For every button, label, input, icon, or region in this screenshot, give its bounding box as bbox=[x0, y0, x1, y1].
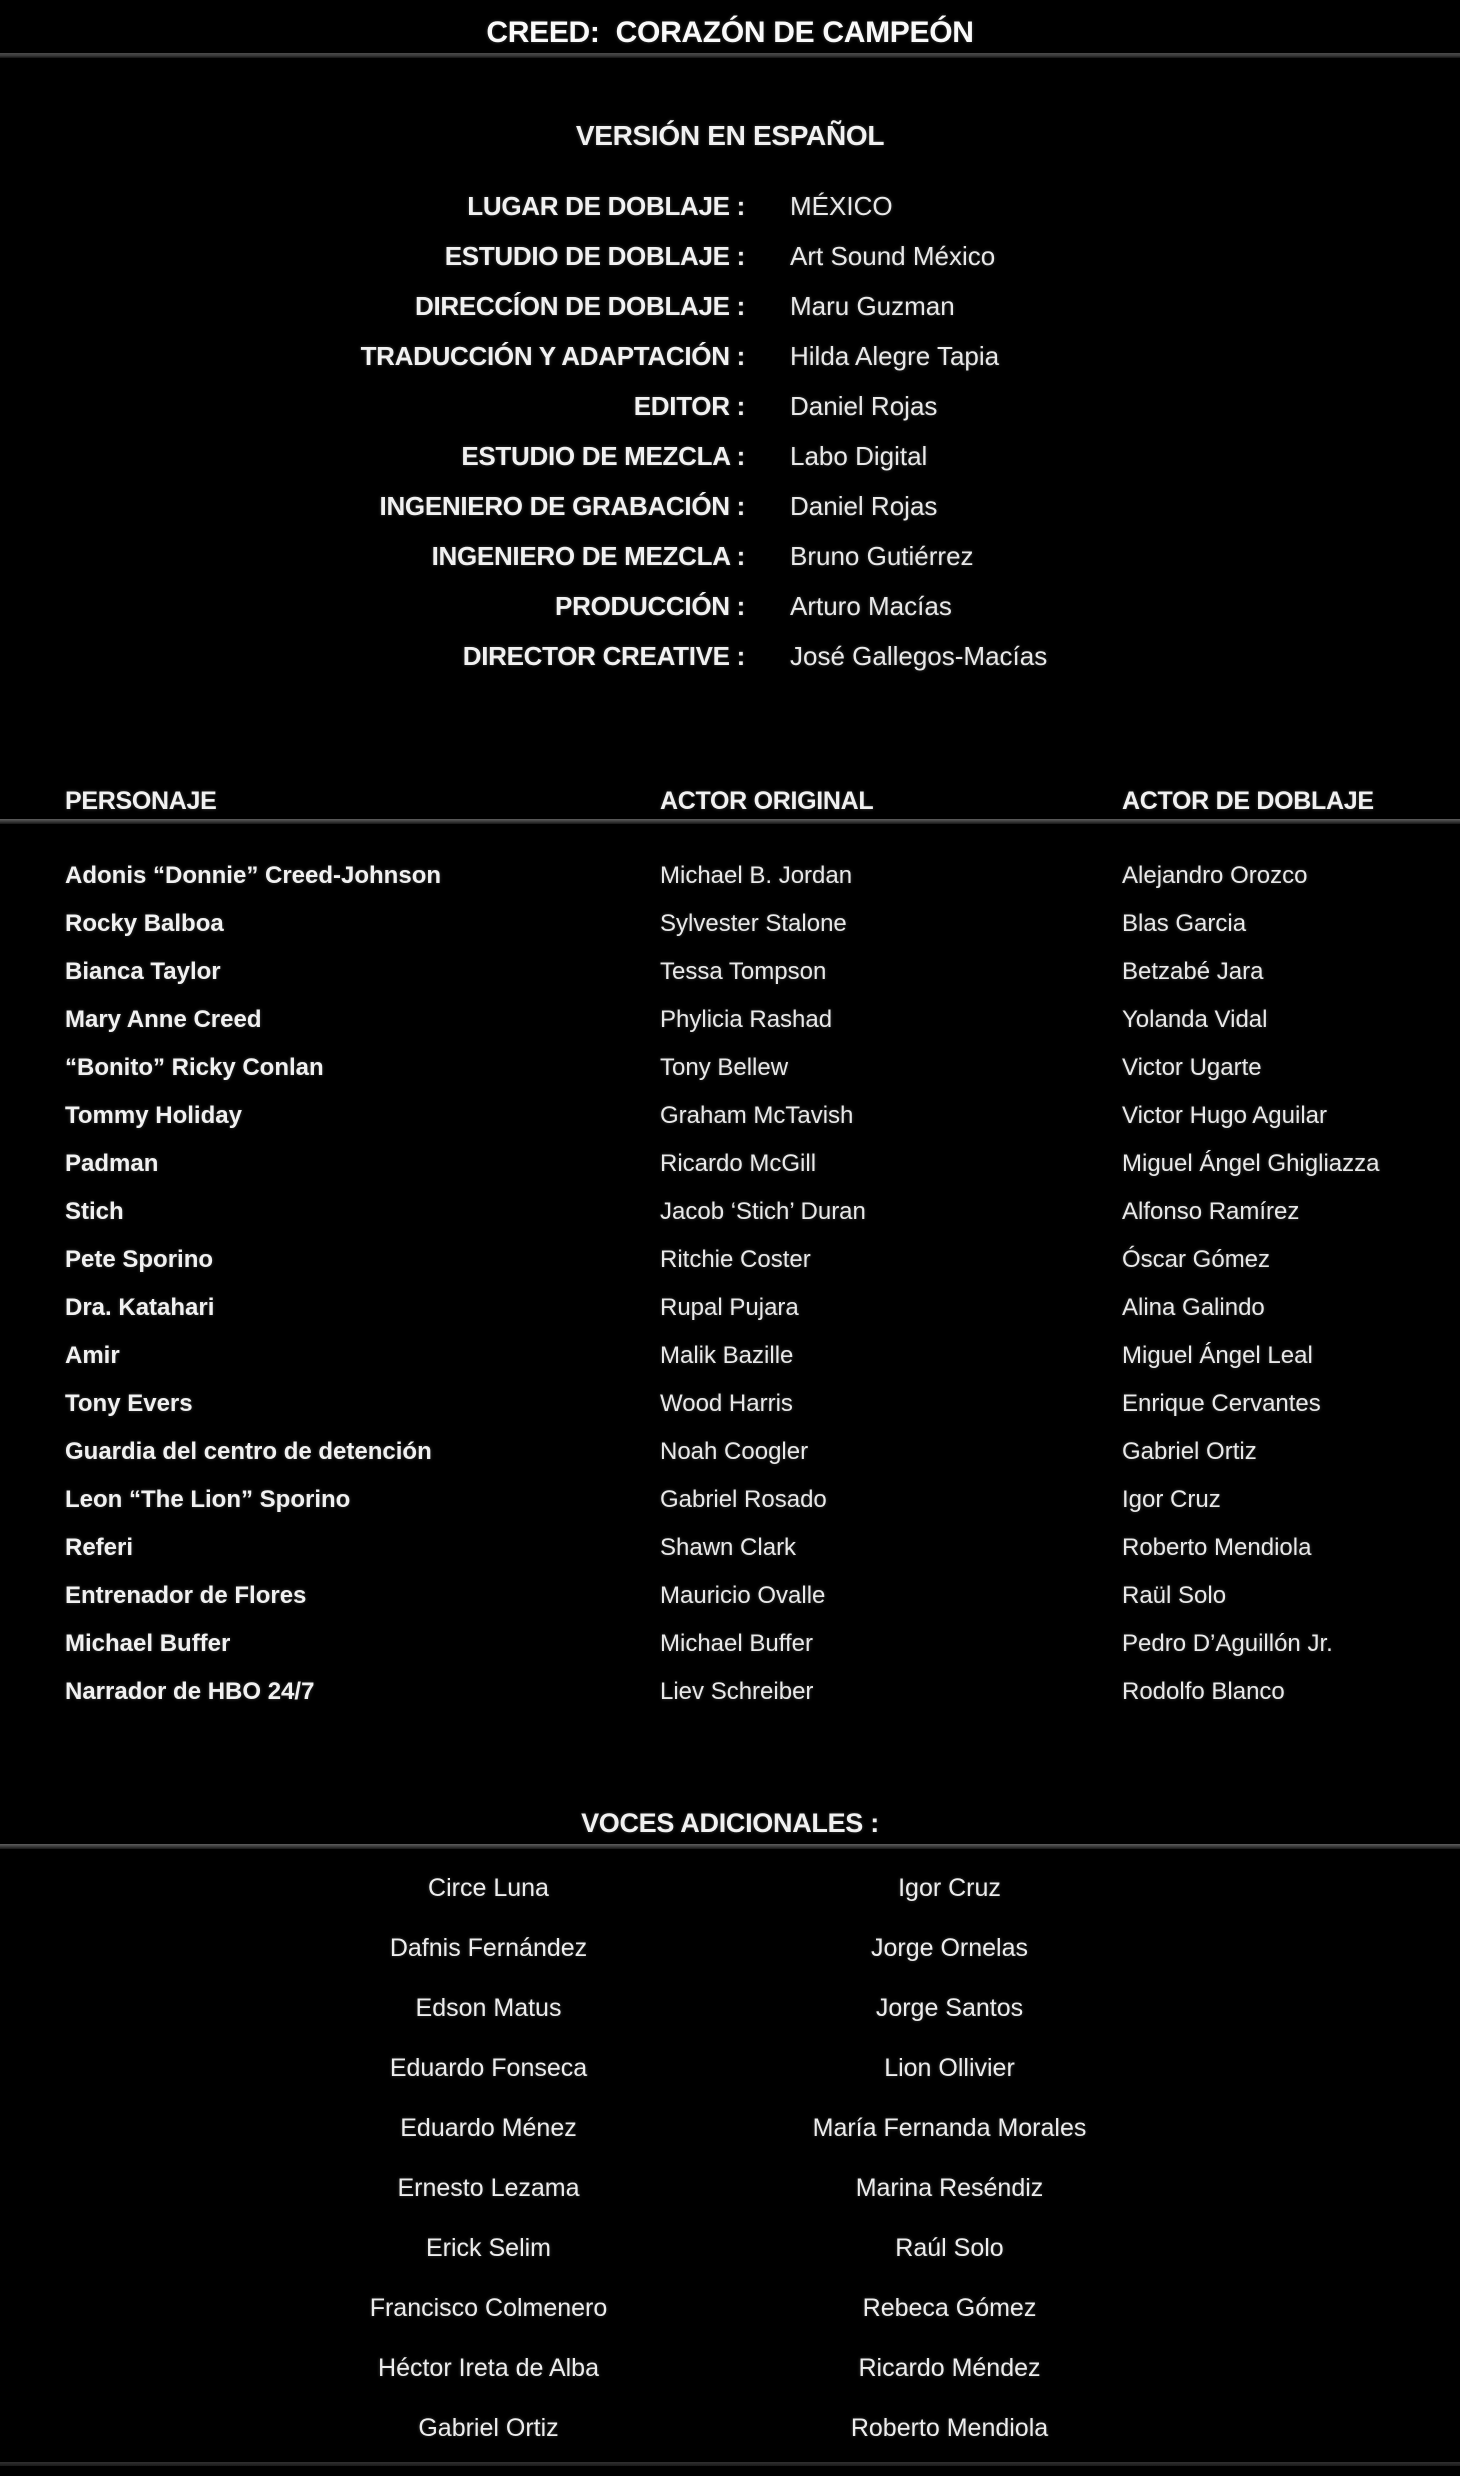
cast-original-actor: Shawn Clark bbox=[660, 1534, 797, 1561]
cast-dubbing-actor: Yolanda Vidal bbox=[1122, 1006, 1268, 1033]
cast-character: Tommy Holiday bbox=[65, 1102, 242, 1129]
credit-row bbox=[0, 181, 1460, 231]
cast-character: Leon “The Lion” Sporino bbox=[65, 1486, 351, 1513]
credit-row bbox=[0, 431, 1460, 481]
voice-name: Edson Matus bbox=[415, 1994, 562, 2022]
cast-row bbox=[65, 1236, 1410, 1284]
cast-original-actor: Phylicia Rashad bbox=[660, 1006, 833, 1033]
cast-original-actor: Gabriel Rosado bbox=[660, 1486, 827, 1513]
cast-original-actor: Michael Buffer bbox=[660, 1630, 813, 1657]
cast-character: Tony Evers bbox=[65, 1390, 193, 1417]
column-header-actor-original: ACTOR ORIGINAL bbox=[660, 787, 874, 815]
voices-column-left bbox=[258, 1858, 719, 2458]
cast-dubbing-actor: Igor Cruz bbox=[1122, 1486, 1221, 1513]
cast-row bbox=[65, 1476, 1410, 1524]
cast-dubbing-actor: Raül Solo bbox=[1122, 1582, 1227, 1609]
divider-bottom bbox=[0, 2462, 1460, 2466]
cast-original-actor: Tessa Tompson bbox=[660, 958, 827, 985]
voice-name: Eduardo Fonseca bbox=[389, 2054, 588, 2082]
cast-original-actor: Noah Coogler bbox=[660, 1438, 809, 1465]
cast-dubbing-actor: Rodolfo Blanco bbox=[1122, 1678, 1285, 1705]
cast-character: Mary Anne Creed bbox=[65, 1006, 262, 1033]
divider-table-header bbox=[0, 819, 1460, 824]
cast-row bbox=[65, 900, 1410, 948]
column-header-personaje: PERSONAJE bbox=[65, 787, 217, 815]
cast-row bbox=[65, 1140, 1410, 1188]
cast-character: Amir bbox=[65, 1342, 120, 1369]
credit-label: EDITOR : bbox=[633, 390, 745, 421]
credit-label: PRODUCCIÓN : bbox=[555, 590, 745, 621]
cast-row bbox=[65, 1188, 1410, 1236]
voice-name: Gabriel Ortiz bbox=[418, 2414, 559, 2442]
cast-dubbing-actor: Blas Garcia bbox=[1122, 910, 1247, 937]
credit-row bbox=[0, 631, 1460, 681]
cast-row bbox=[65, 1380, 1410, 1428]
additional-voices-heading: VOCES ADICIONALES : bbox=[581, 1808, 879, 1838]
cast-character: Entrenador de Flores bbox=[65, 1582, 307, 1609]
credit-label: ESTUDIO DE MEZCLA : bbox=[461, 440, 745, 471]
cast-dubbing-actor: Gabriel Ortiz bbox=[1122, 1438, 1257, 1465]
cast-row bbox=[65, 1668, 1410, 1716]
voice-name: Marina Reséndiz bbox=[855, 2174, 1044, 2202]
voice-name: Ricardo Méndez bbox=[858, 2354, 1041, 2382]
cast-dubbing-actor: Victor Hugo Aguilar bbox=[1122, 1102, 1328, 1129]
voices-column-right bbox=[719, 1858, 1180, 2458]
credit-label: INGENIERO DE GRABACIÓN : bbox=[379, 490, 745, 521]
credit-row bbox=[0, 331, 1460, 381]
voice-name: Lion Ollivier bbox=[884, 2054, 1015, 2082]
voice-name: Dafnis Fernández bbox=[389, 1934, 588, 1962]
credit-value: Maru Guzman bbox=[790, 290, 955, 321]
cast-dubbing-actor: Óscar Gómez bbox=[1122, 1246, 1271, 1273]
credit-value: Labo Digital bbox=[790, 440, 928, 471]
cast-dubbing-actor: Miguel Ángel Leal bbox=[1122, 1342, 1313, 1369]
voice-name: Erick Selim bbox=[425, 2234, 551, 2262]
voice-name: Ernesto Lezama bbox=[397, 2174, 580, 2202]
credit-value: Art Sound México bbox=[790, 240, 996, 271]
version-heading: VERSIÓN EN ESPAÑOL bbox=[575, 120, 885, 151]
cast-original-actor: Malik Bazille bbox=[660, 1342, 794, 1369]
cast-dubbing-actor: Enrique Cervantes bbox=[1122, 1390, 1321, 1417]
dubbing-credits-list bbox=[0, 181, 1460, 681]
cast-original-actor: Michael B. Jordan bbox=[660, 862, 853, 889]
voice-name: Roberto Mendiola bbox=[850, 2414, 1049, 2442]
cast-original-actor: Mauricio Ovalle bbox=[660, 1582, 826, 1609]
cast-dubbing-actor: Victor Ugarte bbox=[1122, 1054, 1262, 1081]
cast-row bbox=[65, 948, 1410, 996]
cast-character: Rocky Balboa bbox=[65, 910, 224, 937]
voice-name: Francisco Colmenero bbox=[369, 2294, 608, 2322]
voice-name: Rebeca Gómez bbox=[862, 2294, 1037, 2322]
credit-value: Daniel Rojas bbox=[790, 490, 938, 521]
cast-dubbing-actor: Alejandro Orozco bbox=[1122, 862, 1308, 889]
credit-row bbox=[0, 281, 1460, 331]
credit-value: Arturo Macías bbox=[790, 590, 952, 621]
credit-row bbox=[0, 381, 1460, 431]
cast-character: Dra. Katahari bbox=[65, 1294, 215, 1321]
column-header-actor-doblaje: ACTOR DE DOBLAJE bbox=[1122, 787, 1374, 815]
additional-voices-list bbox=[258, 1858, 1180, 2458]
credit-row bbox=[0, 231, 1460, 281]
cast-row bbox=[65, 1284, 1410, 1332]
cast-dubbing-actor: Alfonso Ramírez bbox=[1122, 1198, 1300, 1225]
cast-original-actor: Rupal Pujara bbox=[660, 1294, 799, 1321]
cast-dubbing-actor: Pedro D’Aguillón Jr. bbox=[1122, 1630, 1333, 1657]
cast-row bbox=[65, 1524, 1410, 1572]
cast-original-actor: Ritchie Coster bbox=[660, 1246, 811, 1273]
credit-value: Daniel Rojas bbox=[790, 390, 938, 421]
credit-label: LUGAR DE DOBLAJE : bbox=[467, 190, 745, 221]
credit-row bbox=[0, 581, 1460, 631]
cast-dubbing-actor: Alina Galindo bbox=[1122, 1294, 1265, 1321]
cast-dubbing-actor: Miguel Ángel Ghigliazza bbox=[1122, 1150, 1380, 1177]
cast-row bbox=[65, 996, 1410, 1044]
credit-row bbox=[0, 481, 1460, 531]
page-title: CREED: CORAZÓN DE CAMPEÓN bbox=[486, 16, 974, 49]
cast-row bbox=[65, 1044, 1410, 1092]
credit-label: ESTUDIO DE DOBLAJE : bbox=[444, 240, 745, 271]
cast-character: “Bonito” Ricky Conlan bbox=[65, 1054, 324, 1081]
cast-character: Guardia del centro de detención bbox=[65, 1438, 432, 1465]
credit-label: DIRECTOR CREATIVE : bbox=[462, 640, 745, 671]
voice-name: Raúl Solo bbox=[895, 2234, 1004, 2262]
divider-voices bbox=[0, 1844, 1460, 1849]
cast-dubbing-actor: Betzabé Jara bbox=[1122, 958, 1264, 985]
cast-character: Narrador de HBO 24/7 bbox=[65, 1678, 315, 1705]
cast-character: Padman bbox=[65, 1150, 159, 1177]
cast-original-actor: Tony Bellew bbox=[660, 1054, 789, 1081]
cast-row bbox=[65, 1092, 1410, 1140]
credit-label: DIRECCÍON DE DOBLAJE : bbox=[415, 290, 745, 321]
cast-row bbox=[65, 1428, 1410, 1476]
cast-original-actor: Ricardo McGill bbox=[660, 1150, 817, 1177]
credit-value: Bruno Gutiérrez bbox=[790, 540, 974, 571]
cast-character: Referi bbox=[65, 1534, 134, 1561]
cast-row bbox=[65, 852, 1410, 900]
credit-label: INGENIERO DE MEZCLA : bbox=[431, 540, 745, 571]
cast-original-actor: Wood Harris bbox=[660, 1390, 793, 1417]
cast-table-header bbox=[65, 786, 1410, 816]
voice-name: Jorge Santos bbox=[875, 1994, 1024, 2022]
voice-name: Héctor Ireta de Alba bbox=[378, 2354, 599, 2382]
cast-original-actor: Jacob ‘Stich’ Duran bbox=[660, 1198, 866, 1225]
cast-original-actor: Liev Schreiber bbox=[660, 1678, 814, 1705]
divider-top bbox=[0, 53, 1460, 58]
cast-character: Bianca Taylor bbox=[65, 958, 221, 985]
cast-row bbox=[65, 1620, 1410, 1668]
cast-character: Pete Sporino bbox=[65, 1246, 214, 1273]
cast-table bbox=[65, 852, 1410, 1716]
cast-character: Adonis “Donnie” Creed-Johnson bbox=[65, 862, 442, 889]
cast-character: Stich bbox=[65, 1198, 124, 1225]
credit-value: Hilda Alegre Tapia bbox=[790, 340, 1000, 371]
voice-name: Igor Cruz bbox=[898, 1874, 1001, 1902]
cast-character: Michael Buffer bbox=[65, 1630, 231, 1657]
credit-value: José Gallegos-Macías bbox=[790, 640, 1048, 671]
voice-name: Circe Luna bbox=[428, 1874, 549, 1902]
credit-value: MÉXICO bbox=[790, 190, 893, 221]
voice-name: Eduardo Ménez bbox=[400, 2114, 577, 2142]
cast-row bbox=[65, 1332, 1410, 1380]
cast-original-actor: Sylvester Stalone bbox=[660, 910, 847, 937]
credit-label: TRADUCCIÓN Y ADAPTACIÓN : bbox=[360, 340, 745, 371]
cast-dubbing-actor: Roberto Mendiola bbox=[1122, 1534, 1312, 1561]
voice-name: María Fernanda Morales bbox=[812, 2114, 1087, 2142]
cast-row bbox=[65, 1572, 1410, 1620]
voice-name: Jorge Ornelas bbox=[870, 1934, 1029, 1962]
cast-original-actor: Graham McTavish bbox=[660, 1102, 854, 1129]
credit-row bbox=[0, 531, 1460, 581]
